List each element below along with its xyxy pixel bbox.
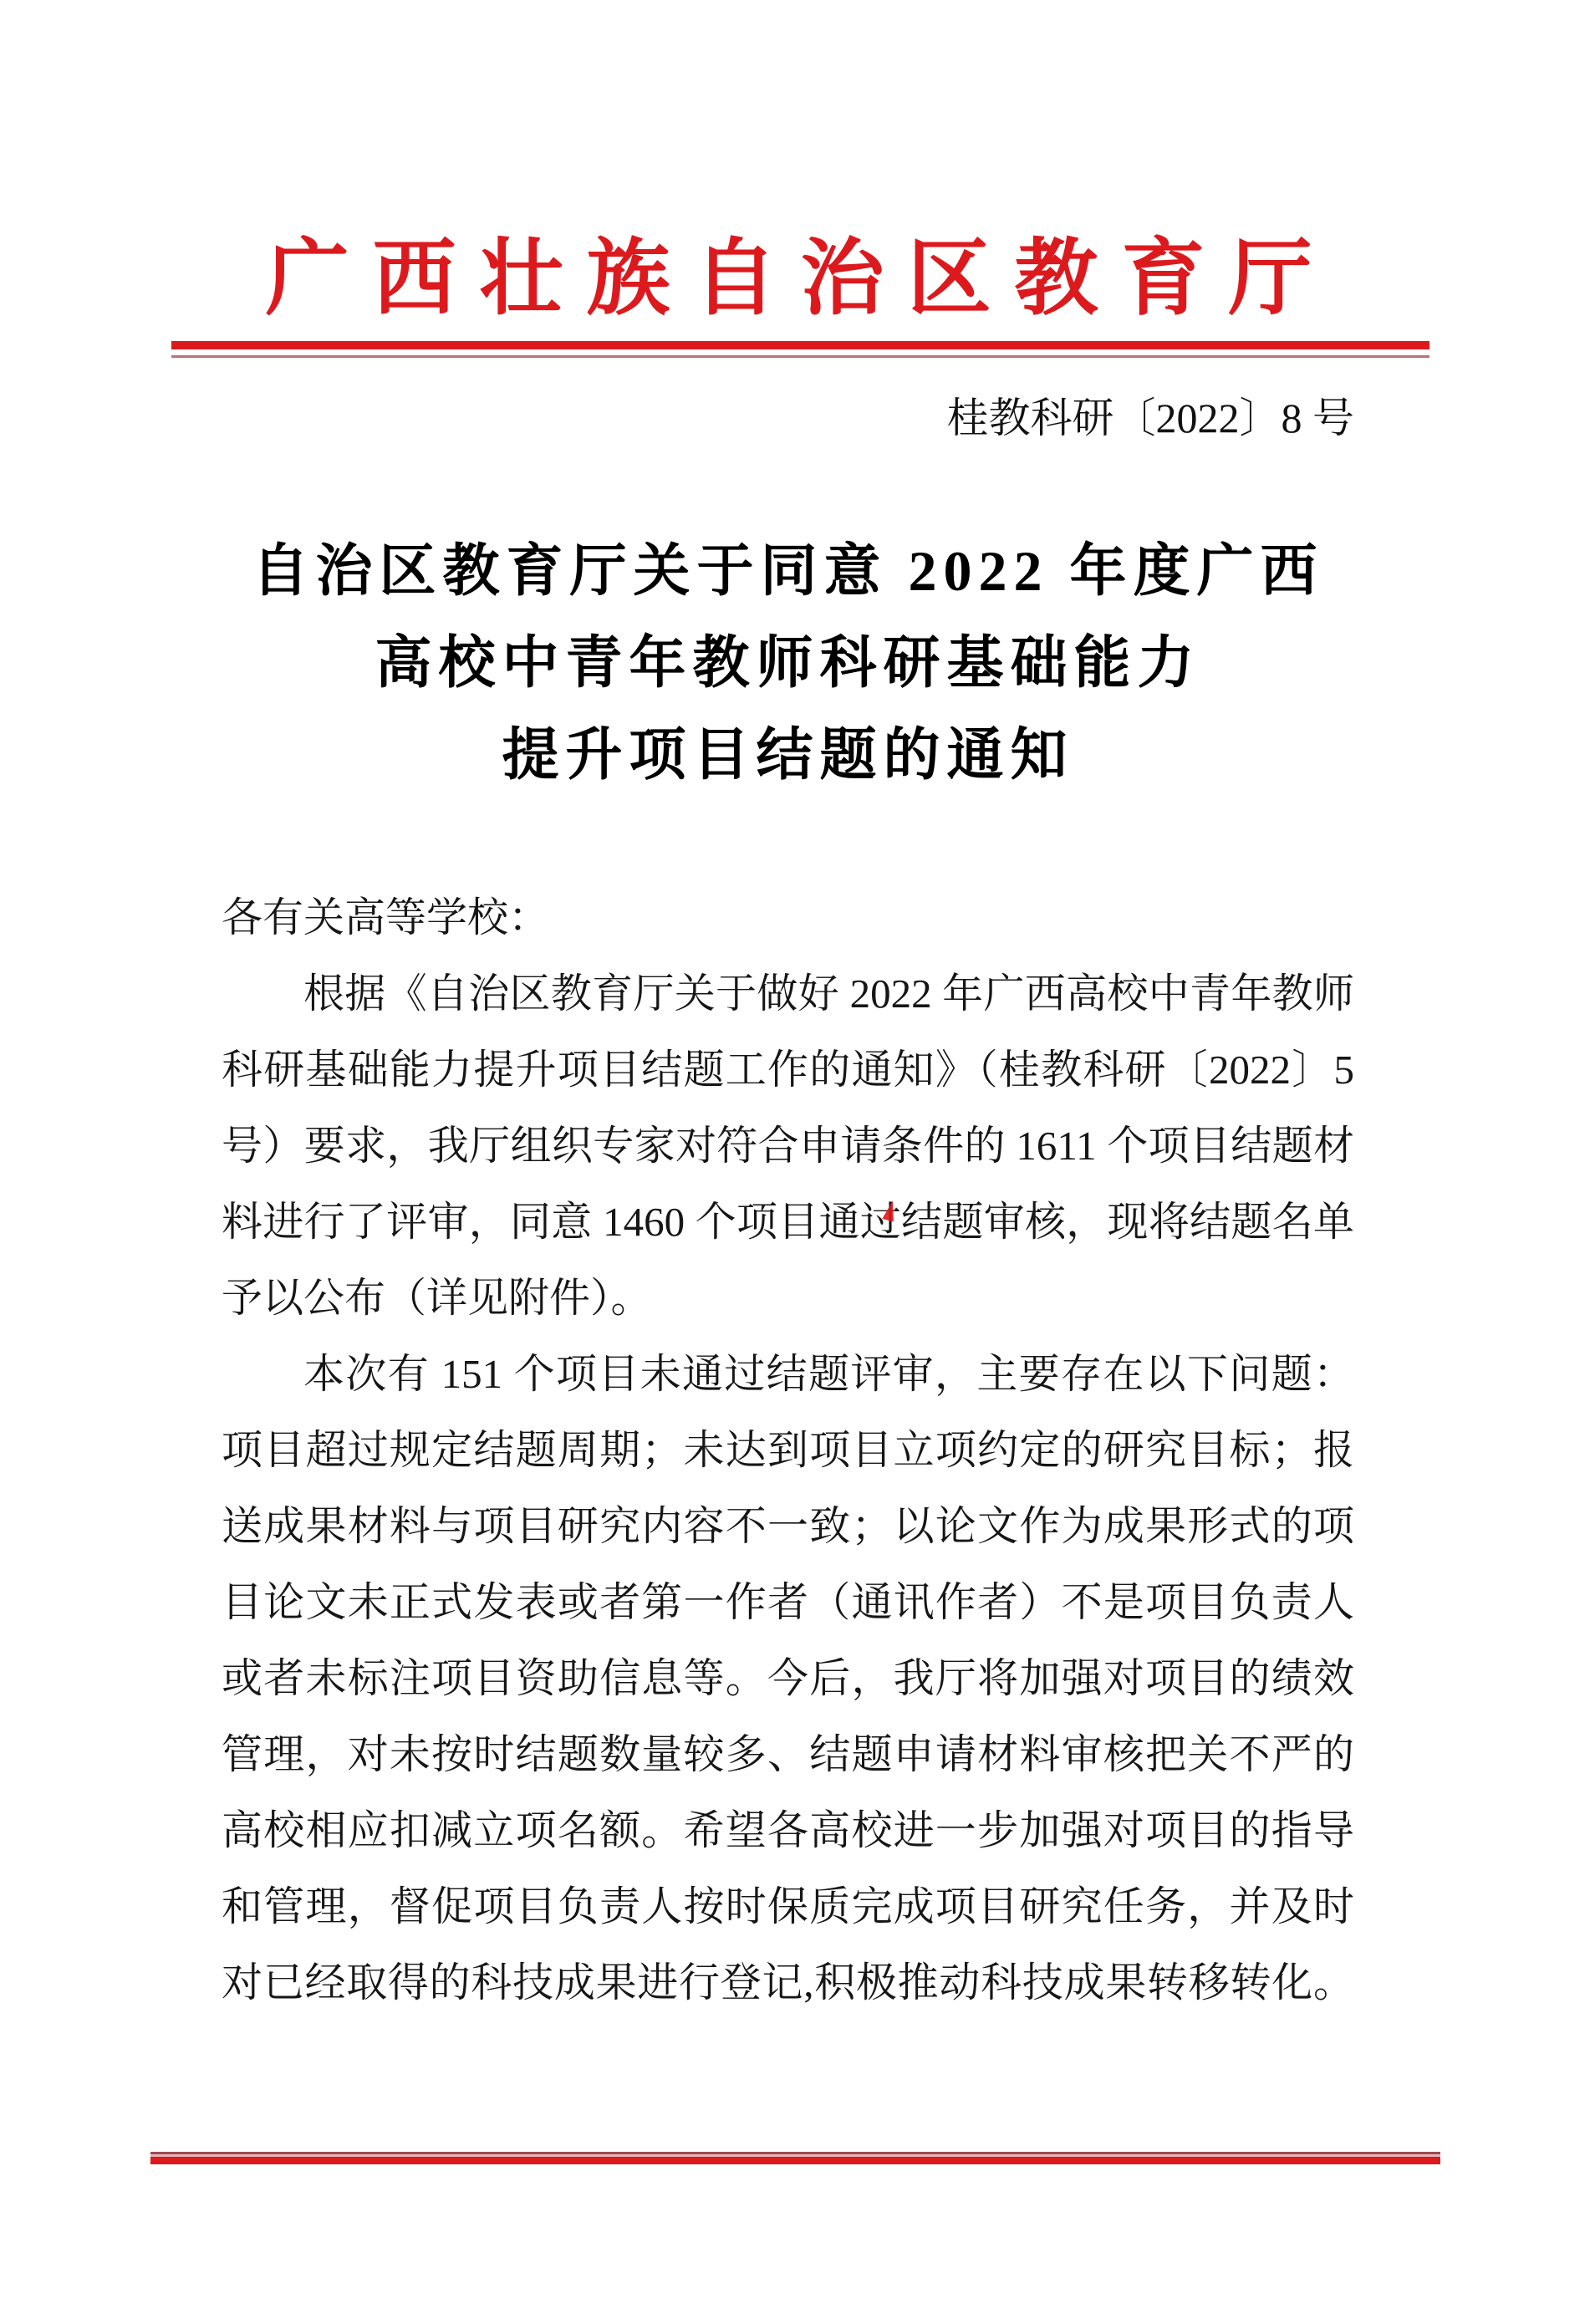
body-line: 号）要求，我厅组织专家对符合申请条件的 1611 个项目结题材 [222, 1123, 1354, 1169]
agency-letterhead-title: 广西壮族自治区教育厅 [265, 232, 1336, 325]
body-line: 予以公布（详见附件）。 [222, 1275, 652, 1321]
body-line: 根据《自治区教育厅关于做好 2022 年广西高校中青年教师 [303, 971, 1354, 1017]
notice-title-line-2: 高校中青年教师科研基础能力 [375, 631, 1201, 695]
body-line: 和管理，督促项目负责人按时保质完成项目研究任务，并及时 [222, 1883, 1354, 1929]
body-line: 科研基础能力提升项目结题工作的通知》（桂教科研〔2022〕5 [222, 1047, 1354, 1093]
body-line: 对已经取得的科技成果进行登记,积极推动科技成果转移转化。 [222, 1960, 1354, 2005]
body-line: 送成果材料与项目研究内容不一致；以论文作为成果形式的项 [222, 1503, 1354, 1549]
footer-rule [150, 2152, 1440, 2164]
notice-title-line-3: 提升项目结题的通知 [502, 723, 1074, 787]
body-line: 高校相应扣减立项名额。希望各高校进一步加强对项目的指导 [222, 1807, 1354, 1853]
letterhead-rule-thick [171, 341, 1429, 349]
notice-body [222, 879, 1354, 2021]
document-number: 桂教科研〔2022〕8 号 [946, 395, 1354, 441]
body-line: 项目超过规定结题周期；未达到项目立项约定的研究目标；报 [222, 1427, 1354, 1473]
letterhead-rule-thin [171, 355, 1429, 358]
body-line: 管理，对未按时结题数量较多、结题申请材料审核把关不严的 [222, 1731, 1354, 1777]
body-line: 目论文未正式发表或者第一作者（通讯作者）不是项目负责人 [222, 1579, 1354, 1625]
salutation-line: 各有关高等学校： [222, 894, 550, 940]
notice-title [222, 525, 1354, 801]
body-line: 本次有 151 个项目未通过结题评审，主要存在以下问题： [303, 1351, 1354, 1397]
body-line: 或者未标注项目资助信息等。今后，我厅将加强对项目的绩效 [222, 1655, 1354, 1701]
body-line: 料进行了评审，同意 1460 个项目通过结题审核，现将结题名单 [222, 1199, 1354, 1245]
notice-title-line-1: 自治区教育厅关于同意 2022 年度广西 [252, 539, 1324, 603]
